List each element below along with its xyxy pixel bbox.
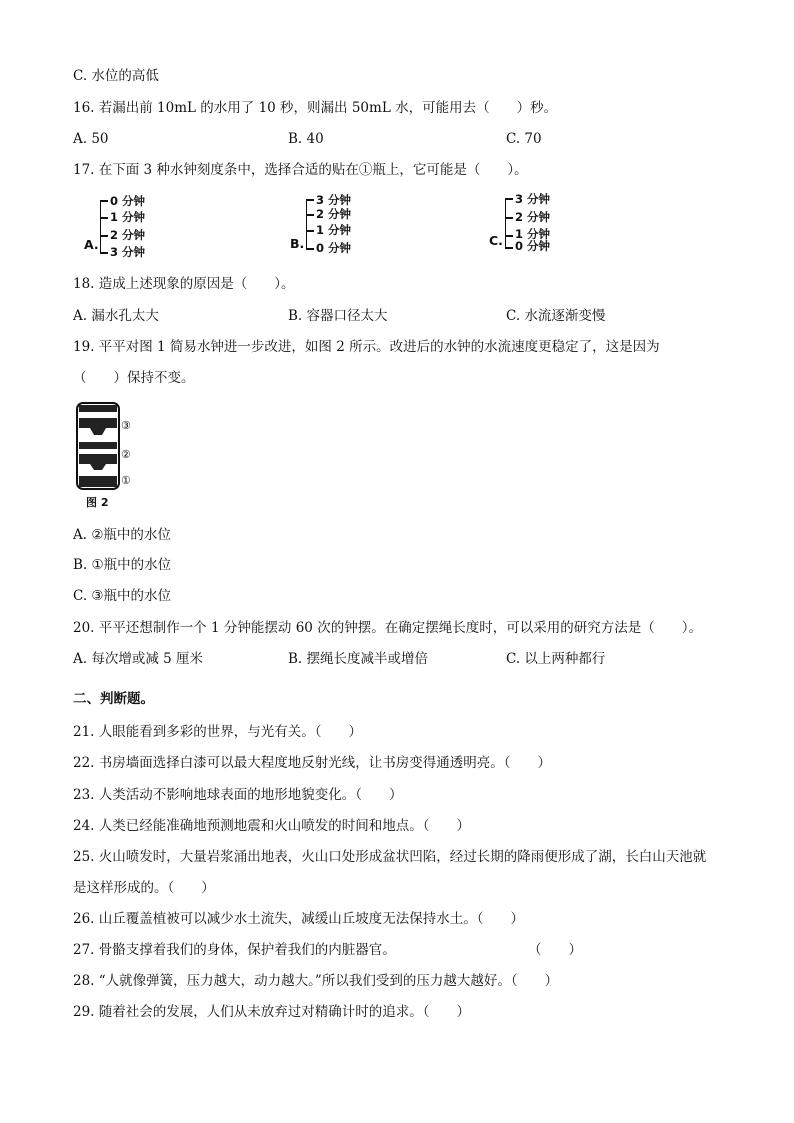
section-heading-judgment: 二、判断题。: [73, 691, 154, 707]
q16-option-b: B. 40: [288, 131, 324, 147]
question-22: 22. 书房墙面选择白漆可以最大程度地反射光线，让书房变得通透明亮。（ ）: [73, 755, 552, 771]
scale-a-tick-3: 3 分钟: [110, 245, 146, 259]
option-c-water-level: C. 水位的高低: [73, 68, 159, 84]
q18-option-c: C. 水流逐渐变慢: [506, 308, 606, 324]
question-24: 24. 人类已经能准确地预测地震和火山喷发的时间和地点。（ ）: [73, 818, 471, 834]
question-16: 16. 若漏出前 10mL 的水用了 10 秒，则漏出 50mL 水，可能用去（ ）秒。: [73, 100, 558, 116]
question-21: 21. 人眼能看到多彩的世界，与光有关。（ ）: [73, 724, 363, 740]
question-23: 23. 人类活动不影响地球表面的地形地貌变化。（ ）: [73, 787, 403, 803]
question-19-line-2: （ ）保持不变。: [73, 370, 195, 386]
question-27-blank: （ ）: [528, 942, 582, 958]
q16-option-c: C. 70: [506, 131, 542, 147]
q19-option-a: A. ②瓶中的水位: [73, 527, 171, 543]
scale-b-tick-0: 3 分钟: [316, 193, 352, 207]
scale-option-a: [84, 195, 204, 261]
q16-option-a: A. 50: [73, 131, 109, 147]
scale-b-tick-2: 1 分钟: [316, 223, 352, 237]
figure-label-3: ③: [121, 419, 131, 432]
figure-label-2: ②: [121, 448, 131, 461]
scale-option-b: [290, 194, 410, 260]
question-27: 27. 骨骼支撑着我们的身体，保护着我们的内脏器官。: [73, 942, 396, 958]
q20-option-a: A. 每次增或减 5 厘米: [73, 651, 204, 667]
figure-label-1: ①: [121, 474, 131, 487]
question-28: 28. “人就像弹簧，压力越大，动力越大。”所以我们受到的压力越大越好。（ ）: [73, 973, 559, 989]
scale-a-tick-2: 2 分钟: [110, 228, 146, 242]
scale-b-tick-1: 2 分钟: [316, 207, 352, 221]
scale-c-letter: C.: [489, 233, 503, 248]
scale-c-tick-3: 0 分钟: [515, 239, 551, 253]
scale-b-letter: B.: [290, 236, 305, 251]
question-17: 17. 在下面 3 种水钟刻度条中，选择合适的贴在①瓶上，它可能是（ ）。: [73, 162, 528, 178]
scale-a-letter: A.: [84, 237, 99, 252]
q20-option-b: B. 摆绳长度减半或增倍: [288, 651, 429, 667]
question-19-line-1: 19. 平平对图 1 简易水钟进一步改进，如图 2 所示。改进后的水钟的水流速度更稳定了，这是因为: [73, 339, 660, 355]
scale-c-tick-2: 1 分钟: [515, 227, 551, 241]
question-18: 18. 造成上述现象的原因是（ ）。: [73, 276, 295, 292]
question-25-line-1: 25. 火山喷发时，大量岩浆涌出地表，火山口处形成盆状凹陷，经过长期的降雨便形成了湖，长白山天池就: [73, 849, 707, 865]
scale-option-c: [489, 193, 609, 259]
q20-option-c: C. 以上两种都行: [506, 651, 606, 667]
q19-option-b: B. ①瓶中的水位: [73, 557, 172, 573]
q19-option-c: C. ③瓶中的水位: [73, 588, 172, 604]
q18-option-a: A. 漏水孔太大: [73, 308, 159, 324]
question-29: 29. 随着社会的发展，人们从未放弃过对精确计时的追求。（ ）: [73, 1004, 471, 1020]
figure-caption: 图 2: [86, 496, 109, 509]
question-20: 20. 平平还想制作一个 1 分钟能摆动 60 次的钟摆。在确定摆绳长度时，可以采用的研究方法是（ ）。: [73, 620, 702, 636]
scale-c-tick-0: 3 分钟: [515, 192, 551, 206]
scale-a-tick-1: 1 分钟: [110, 210, 146, 224]
scale-b-tick-3: 0 分钟: [316, 241, 352, 255]
q18-option-b: B. 容器口径太大: [288, 308, 388, 324]
figure-2-water-clock: [74, 402, 144, 510]
scale-a-tick-0: 0 分钟: [110, 194, 146, 208]
water-clock-diagram: [74, 402, 144, 492]
question-26: 26. 山丘覆盖植被可以减少水土流失，减缓山丘坡度无法保持水土。（ ）: [73, 911, 525, 927]
scale-c-tick-1: 2 分钟: [515, 210, 551, 224]
question-25-line-2: 是这样形成的。（ ）: [73, 880, 215, 896]
